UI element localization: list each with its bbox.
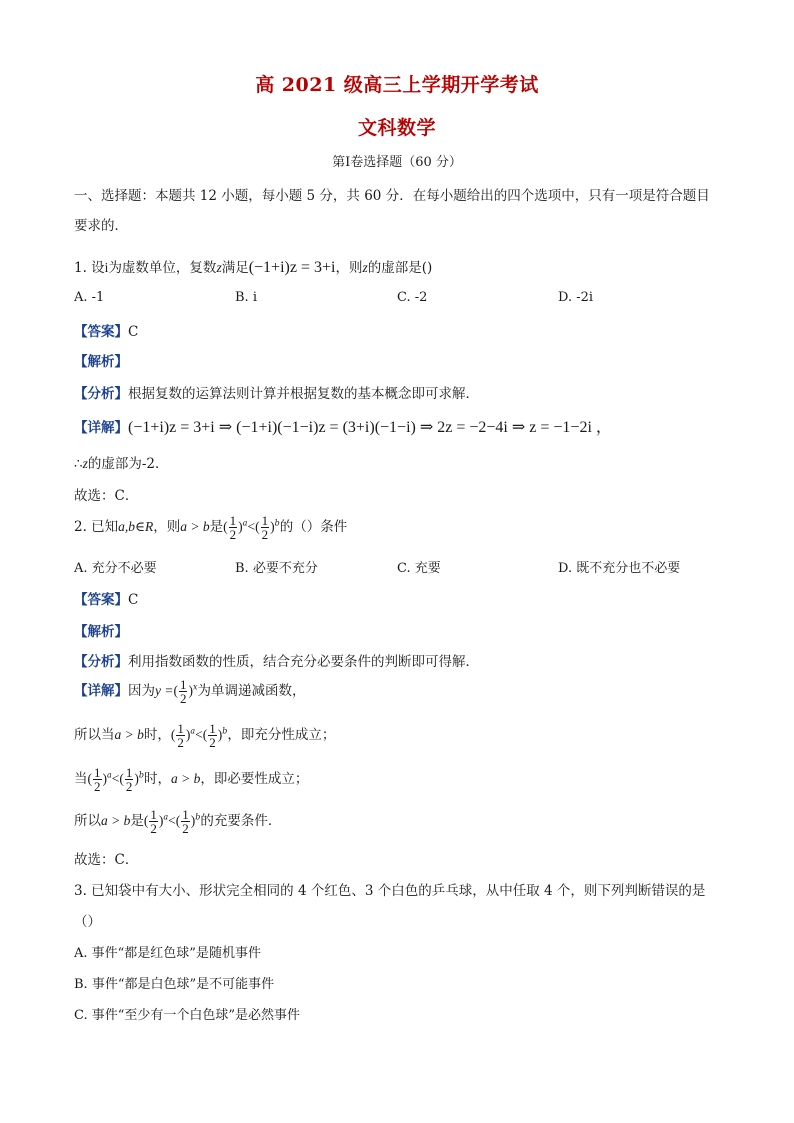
- q2-a-gt-b: a > b: [180, 519, 210, 534]
- question-3-line-2: （）: [74, 914, 101, 930]
- q2-answer-value: C: [128, 592, 139, 608]
- q1-mid1: 为虚数单位，复数: [108, 260, 217, 276]
- q1-choose: 故选：C．: [74, 488, 139, 504]
- q2-option-b: B. 必要不充分: [235, 561, 318, 576]
- q2-xiangjie-2: 所以当a > b时，( $\frac{1}{2}$ )$^a$<( $\frac{1}{2}$ )$^b$，即充分性成立；: [74, 721, 336, 750]
- q1-analysis-tag: 【解析】: [74, 354, 128, 370]
- q3-option-a: A. 事件“都是红色球”是随机事件: [74, 946, 261, 961]
- q2-mid1: ，则: [153, 519, 181, 535]
- question-1: [74, 256, 432, 277]
- q2-suffix: 的（）条件: [279, 519, 348, 535]
- question-2: 2. 已知a,b∈R，则a > b是( $\frac{1}{2}$ )$^a$<( $\frac{1}{2}$ )$^b$的（）条件: [74, 513, 348, 542]
- q1-analysis: [74, 350, 128, 370]
- q2-mid2: 是: [209, 519, 224, 535]
- q1-fenxi-tag: 【分析】: [74, 386, 128, 402]
- q1-xiangjie: [74, 414, 612, 437]
- q1-i: i: [104, 260, 109, 275]
- q1-mid3: ，则: [335, 260, 363, 276]
- q2-xiangjie-4: 所以a > b是( $\frac{1}{2}$ )$^a$<( $\frac{1}{2}$ )$^b$的充要条件．: [74, 807, 282, 836]
- q1-prefix: 1. 设: [74, 260, 105, 276]
- q1-z: z: [216, 260, 222, 275]
- section-heading: 第Ⅰ卷选择题（60 分）: [332, 155, 462, 170]
- q1-fenxi: [74, 382, 479, 402]
- q2-xiangjie-1: 【详解】因为y =( $\frac{1}{2}$ )$^x$为单调递减函数，: [74, 677, 306, 706]
- q2-analysis-tag: 【解析】: [74, 624, 128, 640]
- subject-title: 文科数学: [357, 117, 436, 139]
- q1-conclusion-z: z: [82, 456, 88, 471]
- q1-option-d: D. -2i: [558, 290, 594, 305]
- exam-title: 高 2021 级高三上学期开学考试: [255, 74, 539, 96]
- q1-mid2: 满足: [221, 260, 249, 276]
- q1-option-b: B. i: [235, 290, 257, 305]
- q2-answer: [74, 588, 138, 608]
- q3-option-c: C. 事件“至少有一个白色球”是必然事件: [74, 1008, 301, 1023]
- q2-fenxi: [74, 650, 479, 670]
- q2-frac-a: $\frac{1}{2}$: [229, 513, 237, 542]
- q1-fenxi-text: 根据复数的运算法则计算并根据复数的基本概念即可求解．: [128, 386, 479, 402]
- q1-answer: [74, 320, 138, 340]
- q2-choose: 故选：C．: [74, 852, 139, 868]
- q2-analysis: [74, 620, 128, 640]
- q1-option-c: C. -2: [397, 290, 428, 305]
- q1-suffix: 的虚部是(): [367, 260, 433, 276]
- q2-fenxi-tag: 【分析】: [74, 654, 128, 670]
- q1-conclusion-text: 的虚部为-2．: [87, 456, 169, 472]
- q2-prefix: 2. 已知: [74, 519, 119, 535]
- q2-frac-b: $\frac{1}{2}$: [261, 513, 269, 542]
- q2-option-c: C. 充要: [397, 561, 441, 576]
- q1-xiangjie-math: (−1+i)z = 3+i ⇒ (−1+i)(−1−i)z = (3+i)(−1−i) ⇒ 2z = −2−4i ⇒ z = −1−2i ，: [128, 419, 612, 436]
- q2-cond: a,b∈R: [118, 519, 154, 534]
- q2-fenxi-text: 利用指数函数的性质，结合充分必要条件的判断即可得解．: [128, 654, 479, 670]
- q2-xiangjie-tag: 【详解】: [74, 683, 128, 699]
- q1-xiangjie-tag: 【详解】: [74, 420, 128, 436]
- question-3-line-1: 3. 已知袋中有大小、形状完全相同的 4 个红色、3 个白色的乒乓球，从中任取 4 个，则下列判断错误的是: [74, 883, 706, 899]
- q1-conclusion: [74, 452, 169, 472]
- q2-xiangjie-3: 当( $\frac{1}{2}$ )$^a$<( $\frac{1}{2}$ )$^b$时，a > b，即必要性成立；: [74, 765, 309, 794]
- q1-answer-tag: 【答案】: [74, 324, 128, 340]
- q1-equation: (−1+i)z = 3+i: [248, 259, 336, 276]
- q1-option-a: A. -1: [74, 290, 105, 305]
- instructions-line-1: 一、选择题：本题共 12 小题，每小题 5 分，共 60 分．在每小题给出的四个选项中，只有一项是符合题目: [74, 188, 710, 204]
- q1-z2: z: [362, 260, 368, 275]
- instructions-line-2: 要求的．: [74, 218, 128, 234]
- q1-answer-value: C: [128, 324, 139, 340]
- q3-option-b: B. 事件“都是白色球”是不可能事件: [74, 977, 275, 992]
- q2-answer-tag: 【答案】: [74, 592, 128, 608]
- q2-option-d: D. 既不充分也不必要: [558, 561, 681, 576]
- q1-conclusion-prefix: ∴: [74, 456, 83, 472]
- q2-option-a: A. 充分不必要: [74, 561, 157, 576]
